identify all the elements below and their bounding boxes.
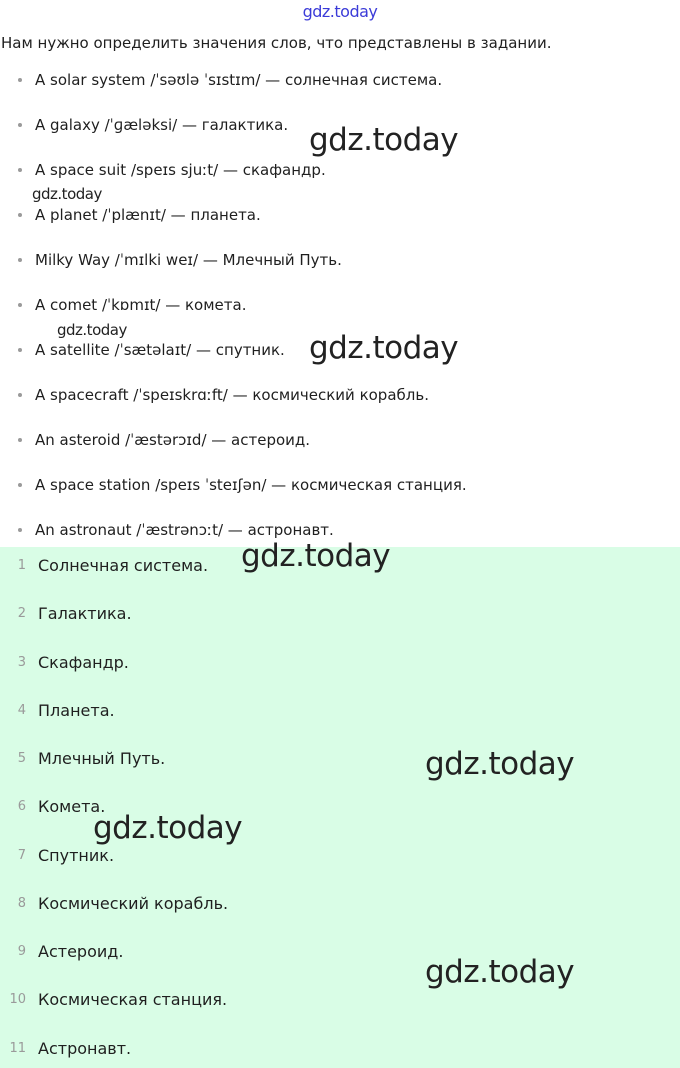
answer-number: 2 [17, 606, 26, 621]
list-item [0, 382, 600, 408]
answer-number: 8 [17, 896, 26, 911]
answer-number: 7 [17, 848, 26, 863]
intro-text: Нам нужно определить значения слов, что представлены в задании. [1, 34, 552, 52]
answer-text: Космический корабль. [38, 894, 229, 913]
answer-text: Солнечная система. [38, 556, 209, 575]
answer-text: Космическая станция. [38, 990, 228, 1009]
answer-row [0, 939, 680, 965]
watermark: gdz.today [241, 538, 391, 574]
answer-row [0, 1036, 680, 1062]
answer-row [0, 987, 680, 1013]
vocab-entry: Milky Way /ˈmɪlki weɪ/ — Млечный Путь. [35, 251, 342, 269]
vocab-entry: A comet /ˈkɒmɪt/ — комета. [35, 296, 247, 314]
answer-row [0, 843, 680, 869]
list-item [0, 112, 600, 138]
answer-text: Астероид. [38, 942, 124, 961]
vocab-entry: A space suit /speɪs sjuːt/ — скафандр. [35, 161, 326, 179]
answer-text: Млечный Путь. [38, 749, 166, 768]
answer-number: 3 [17, 655, 26, 670]
answer-number: 9 [17, 944, 26, 959]
watermark: gdz.today [425, 746, 575, 782]
vocab-entry: A solar system /ˈsəʊlə ˈsɪstɪm/ — солнечная система. [35, 71, 443, 89]
bullet-icon [18, 483, 22, 487]
bullet-icon [18, 438, 22, 442]
answer-text: Галактика. [38, 604, 132, 623]
answer-number: 5 [17, 751, 26, 766]
list-item [0, 247, 600, 273]
answer-text: Комета. [38, 797, 106, 816]
list-item [0, 337, 600, 363]
watermark: gdz.today [309, 122, 459, 158]
vocab-entry: A satellite /ˈsætəlaɪt/ — спутник. [35, 341, 285, 359]
answer-number: 10 [9, 992, 26, 1007]
answer-number: 4 [17, 703, 26, 718]
vocab-entry: A galaxy /ˈɡæləksi/ — галактика. [35, 116, 289, 134]
vocab-entry: A planet /ˈplænɪt/ — планета. [35, 206, 261, 224]
bullet-icon [18, 348, 22, 352]
bullet-icon [18, 78, 22, 82]
watermark: gdz.today [425, 954, 575, 990]
watermark: gdz.today [57, 321, 127, 339]
watermark: gdz.today [309, 330, 459, 366]
answer-number: 6 [17, 799, 26, 814]
answer-row [0, 746, 680, 772]
list-item [0, 292, 600, 318]
answer-row [0, 650, 680, 676]
vocab-entry: A space station /speɪs ˈsteɪʃən/ — космическая станция. [35, 476, 467, 494]
list-item [0, 67, 600, 93]
list-item [0, 472, 600, 498]
answer-text: Планета. [38, 701, 115, 720]
watermark: gdz.today [32, 185, 102, 203]
bullet-icon [18, 303, 22, 307]
bullet-icon [18, 528, 22, 532]
answer-text: Астронавт. [38, 1039, 132, 1058]
bullet-icon [18, 123, 22, 127]
watermark: gdz.today [93, 810, 243, 846]
vocab-entry: A spacecraft /ˈspeɪskrɑːft/ — космический корабль. [35, 386, 429, 404]
list-item [0, 157, 600, 183]
bullet-icon [18, 213, 22, 217]
answer-text: Скафандр. [38, 653, 129, 672]
site-logo[interactable]: gdz.today [302, 2, 378, 21]
bullet-icon [18, 168, 22, 172]
answer-text: Спутник. [38, 846, 115, 865]
vocab-entry: An astronaut /ˈæstrənɔːt/ — астронавт. [35, 521, 334, 539]
answer-row [0, 601, 680, 627]
vocab-entry: An asteroid /ˈæstərɔɪd/ — астероид. [35, 431, 311, 449]
list-item [0, 427, 600, 453]
list-item [0, 202, 600, 228]
bullet-icon [18, 258, 22, 262]
answer-row [0, 891, 680, 917]
answer-number: 11 [9, 1041, 26, 1056]
answer-row [0, 698, 680, 724]
answer-number: 1 [17, 558, 26, 573]
bullet-icon [18, 393, 22, 397]
answer-block [0, 547, 680, 1068]
